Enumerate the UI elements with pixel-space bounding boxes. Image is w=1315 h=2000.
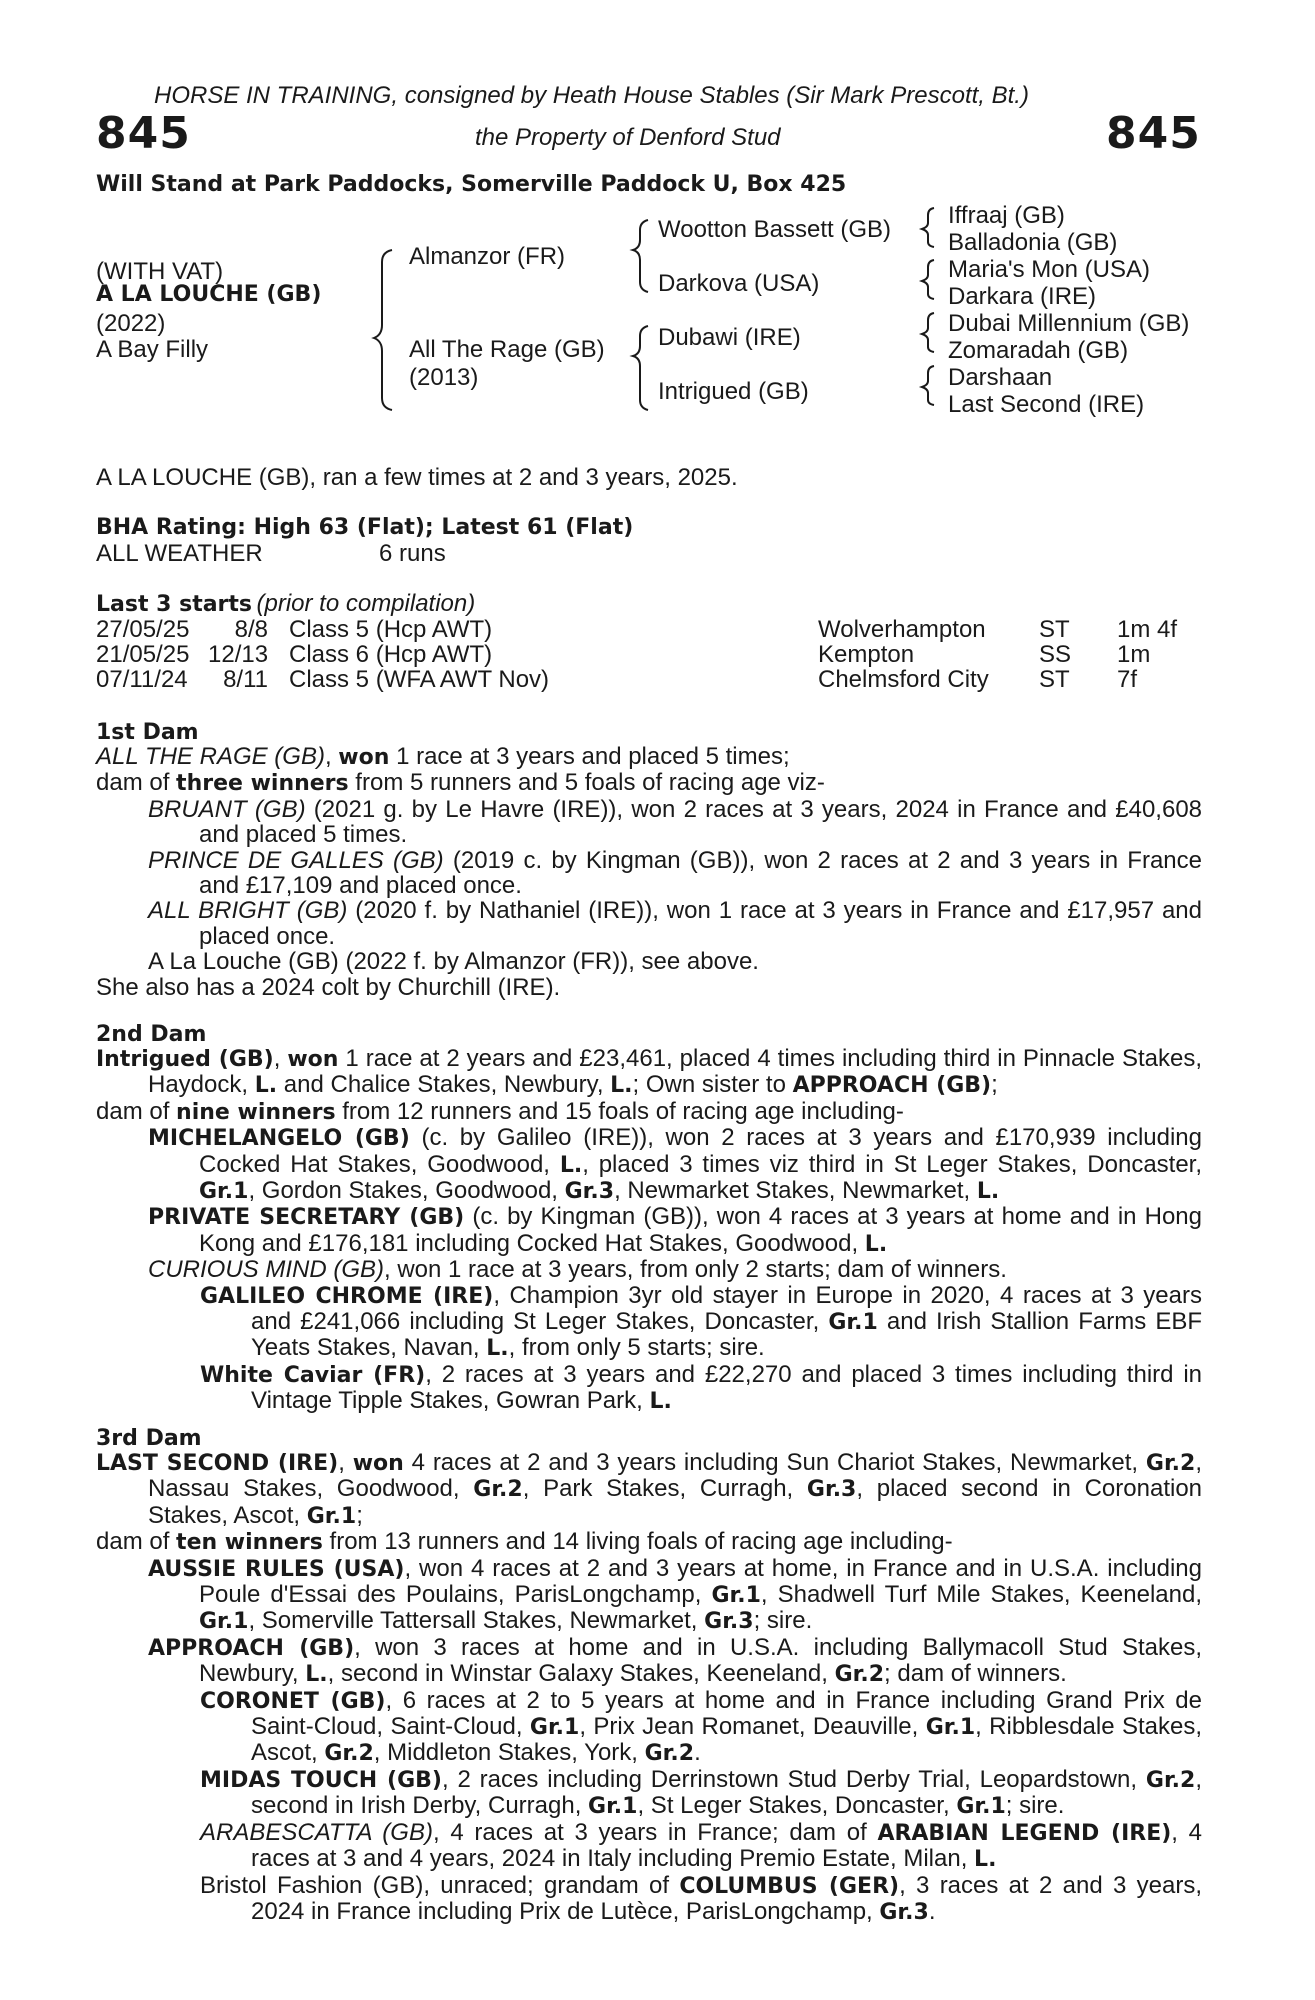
first-dam-heading: 1st Dam	[96, 720, 199, 745]
pedigree-dam-dam: Intrigued (GB)	[658, 378, 809, 405]
first-dam-text: ALL THE RAGE (GB), won 1 race at 3 years and placed 5 times; dam of three winners from 5 runners and 5 foals of racing age viz- BRUANT (GB) (2021 g. by Le Havre (IRE)), won 2 races at 3 years, 2024 in France and £40,608 and placed 5 times. PRINCE DE GALLES (GB) (2019 c. by Kingman (GB)), won 2 races at 2 and 3 years in France and £17,109 and placed once. ALL BRIGHT (GB) (2020 f. by Nathaniel (IRE)), won 1 race at 3 years in France and £17,957 and placed once. A La Louche (GB) (2022 f. by Almanzor (FR)), see above. She also has a 2024 colt by Churchill (IRE).	[96, 743, 1203, 1001]
pedigree-sire: Almanzor (FR)	[409, 243, 566, 270]
third-dam-text: LAST SECOND (IRE), won 4 races at 2 and 3 years including Sun Chariot Stakes, Newmarket, Gr.2, Nassau Stakes, Goodwood, Gr.2, Park Stakes, Curragh, Gr.3, placed second in Coronation Stakes, Ascot, Gr.1; dam of ten winners from 13 runners and 14 living foals of racing age including- AUSSIE RULES (USA), won 4 races at 2 and 3 years at home, in France and in U.S.A. including Poule d'Essai des Poulains, ParisLongchamp, Gr.1, Shadwell Turf Mile Stakes, Keeneland, Gr.1, Somerville Tattersall Stakes, Newmarket, Gr.3; sire. APPROACH (GB), won 3 races at home and in U.S.A. including Ballymacoll Stud Stakes, Newbury, L., second in Winstar Galaxy Stakes, Keeneland, Gr.2; dam of winners. CORONET (GB), 6 races at 2 to 5 years at home and in France including Grand Prix de Saint-Cloud, Saint-Cloud, Gr.1, Prix Jean Romanet, Deauville, Gr.1, Ribblesdale Stakes, Ascot, Gr.2, Middleton Stakes, York, Gr.2. MIDAS TOUCH (GB), 2 races including Derrinstown Stud Derby Trial, Leopardstown, Gr.2, second in Irish Derby, Curragh, Gr.1, St Leger Stakes, Doncaster, Gr.1; sire. ARABESCATTA (GB), 4 races at 3 years in France; dam of ARABIAN LEGEND (IRE), 4 races at 3 and 4 years, 2024 in Italy including Premio Estate, Milan, L. Bristol Fashion (GB), unraced; grandam of COLUMBUS (GER), 3 races at 2 and 3 years, 2024 in France including Prix de Lutèce, ParisLongchamp, Gr.3.	[96, 1449, 1203, 1925]
pedigree-sire-dam: Darkova (USA)	[658, 270, 820, 297]
vat-note: (WITH VAT)	[96, 258, 224, 285]
start-race: Class 6 (Hcp AWT)	[289, 641, 493, 668]
pedigree-dam-sire: Dubawi (IRE)	[658, 324, 801, 351]
pedigree-sds: Maria's Mon (USA)	[948, 256, 1150, 283]
pedigree-ssd: Balladonia (GB)	[948, 229, 1118, 256]
third-dam-heading: 3rd Dam	[96, 1426, 202, 1451]
pedigree-dsd: Zomaradah (GB)	[948, 337, 1129, 364]
second-dam-text: Intrigued (GB), won 1 race at 2 years and £23,461, placed 4 times including third in Pinnacle Stakes, Haydock, L. and Chalice Stakes, Newbury, L.; Own sister to APPROACH (GB); dam of nine winners from 12 runners and 15 foals of racing age including- MICHELANGELO (GB) (c. by Galileo (IRE)), won 2 races at 3 years and £170,939 including Cocked Hat Stakes, Goodwood, L., placed 3 times viz third in St Leger Stakes, Doncaster, Gr.1, Gordon Stakes, Goodwood, Gr.3, Newmarket Stakes, Newmarket, L. PRIVATE SECRETARY (GB) (c. by Kingman (GB)), won 4 races at 3 years at home and in Hong Kong and £176,181 including Cocked Hat Stakes, Goodwood, L. CURIOUS MIND (GB), won 1 race at 3 years, from only 2 starts; dam of winners. GALILEO CHROME (IRE), Champion 3yr old stayer in Europe in 2020, 4 races at 3 years and £241,066 including St Leger Stakes, Doncaster, Gr.1 and Irish Stallion Farms EBF Yeats Stakes, Navan, L., from only 5 starts; sire. White Caviar (FR), 2 races at 3 years and £22,270 and placed 3 times including third in Vintage Tipple Stakes, Gowran Park, L.	[96, 1045, 1203, 1415]
second-dam-heading: 2nd Dam	[96, 1022, 207, 1047]
start-distance: 1m	[1117, 641, 1151, 668]
last-starts-heading	[96, 590, 475, 618]
start-date: 07/11/24	[96, 666, 188, 693]
start-position: 8/8	[234, 616, 268, 643]
start-going: ST	[1039, 616, 1070, 643]
rating-runs: 6 runs	[379, 540, 446, 567]
start-race: Class 5 (WFA AWT Nov)	[289, 666, 550, 693]
pedigree-dds: Darshaan	[948, 364, 1053, 391]
pedigree-sdd: Darkara (IRE)	[948, 283, 1097, 310]
pedigree-dss: Dubai Millennium (GB)	[948, 310, 1190, 337]
start-going: ST	[1039, 666, 1070, 693]
start-going: SS	[1039, 641, 1072, 668]
last-starts-note: (prior to compilation)	[256, 590, 476, 617]
stand-location: Will Stand at Park Paddocks, Somerville Paddock U, Box 425	[96, 172, 847, 197]
start-position: 8/11	[223, 666, 268, 693]
pedigree-dam: All The Rage (GB)	[409, 336, 605, 363]
pedigree-sss: Iffraaj (GB)	[948, 202, 1065, 229]
start-distance: 1m 4f	[1117, 616, 1178, 643]
lot-number-right: 845	[1106, 108, 1201, 159]
property-line: the Property of Denford Stud	[475, 124, 781, 151]
pedigree-dam-year: (2013)	[409, 364, 479, 391]
rating-surface: ALL WEATHER	[96, 540, 263, 567]
lot-number-left: 845	[96, 108, 191, 159]
horse-description: A Bay Filly	[96, 336, 209, 363]
start-date: 27/05/25	[96, 616, 190, 643]
start-course: Wolverhampton	[818, 616, 986, 643]
pedigree-ddd: Last Second (IRE)	[948, 391, 1145, 418]
start-race: Class 5 (Hcp AWT)	[289, 616, 493, 643]
start-course: Kempton	[818, 641, 915, 668]
race-summary: A LA LOUCHE (GB), ran a few times at 2 and 3 years, 2025.	[96, 464, 738, 491]
start-position: 12/13	[208, 641, 269, 668]
horse-name: A LA LOUCHE (GB)	[96, 282, 322, 307]
pedigree-sire-sire: Wootton Bassett (GB)	[658, 216, 891, 243]
start-date: 21/05/25	[96, 641, 190, 668]
last-starts-title: Last 3 starts	[96, 592, 253, 617]
start-course: Chelmsford City	[818, 666, 989, 693]
horse-year: (2022)	[96, 310, 166, 337]
consignor-line: HORSE IN TRAINING, consigned by Heath House Stables (Sir Mark Prescott, Bt.)	[154, 82, 1029, 109]
start-distance: 7f	[1117, 666, 1138, 693]
bha-rating: BHA Rating: High 63 (Flat); Latest 61 (Flat)	[96, 515, 634, 540]
